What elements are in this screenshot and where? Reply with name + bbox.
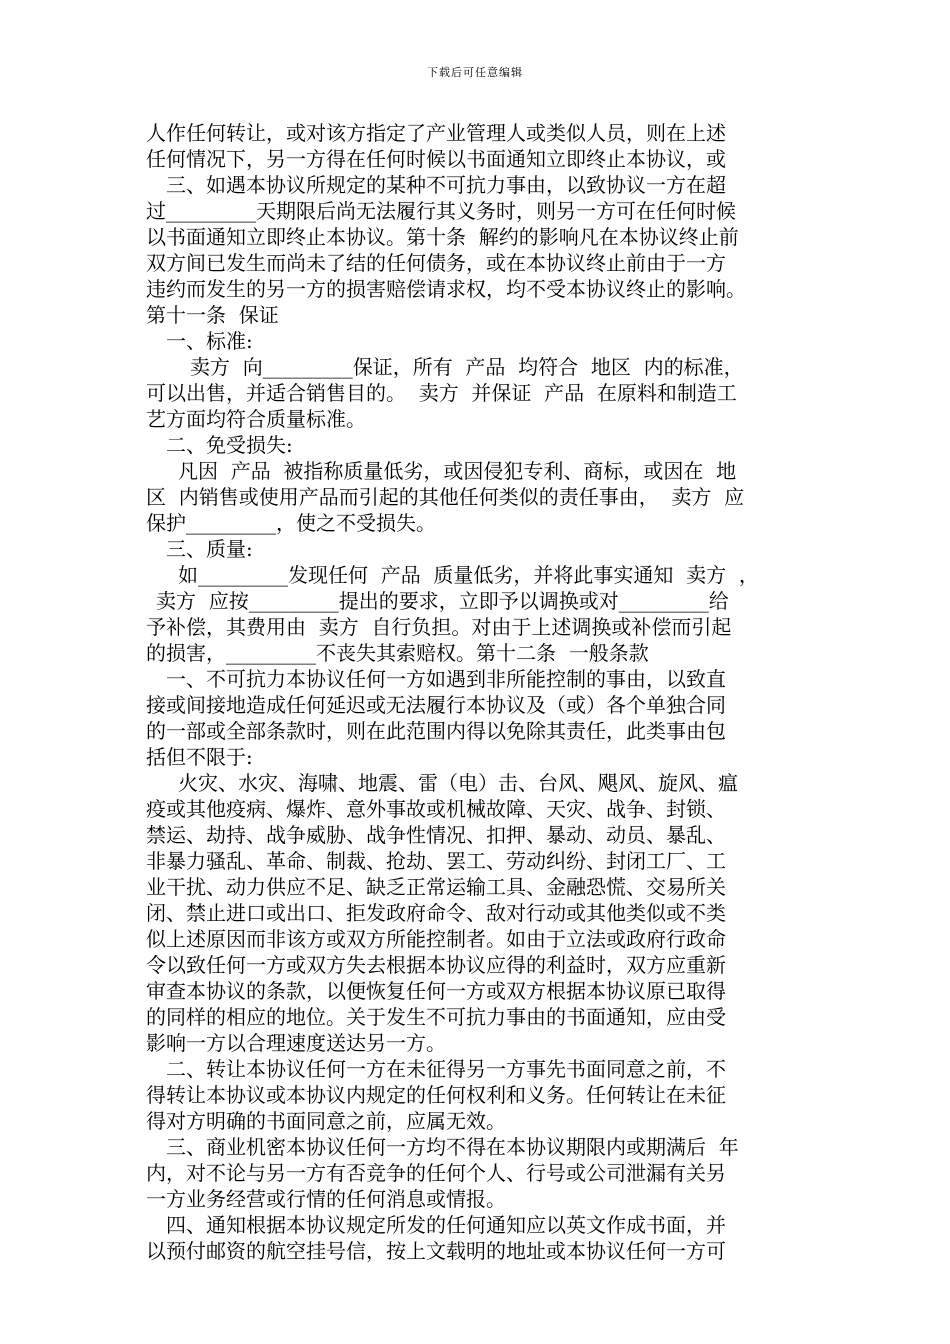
text-line: [146, 1082, 810, 1108]
text-line: [146, 120, 810, 146]
text-line: [146, 354, 810, 380]
text-line-content: 一、不可抗力本协议任何一方如遇到非所能控制的事由，以致直: [166, 667, 726, 691]
text-line: [146, 1186, 810, 1212]
text-line-content: 予补偿，其费用由 卖方 自行负担。对由于上述调换或补偿而引起: [146, 615, 732, 639]
text-line-content: 过_________天期限后尚无法履行其义务时，则另一方可在任何时候: [146, 199, 736, 223]
text-line: [146, 1212, 810, 1238]
text-line: [146, 406, 810, 432]
text-line: [146, 718, 810, 744]
text-line-content: 审查本协议的条款，以便恢复任何一方或双方根据本协议原已取得: [146, 979, 726, 1003]
text-line: [146, 874, 810, 900]
text-line-content: 二、转让本协议任何一方在未征得另一方事先书面同意之前，不: [166, 1057, 726, 1081]
page-header: 下载后可任意编辑: [427, 66, 523, 79]
text-line: [146, 1134, 810, 1160]
text-line-content: 闭、禁止进口或出口、拒发政府命令、敌对行动或其他类似或不类: [146, 901, 726, 925]
text-line: [146, 432, 810, 458]
text-line-content: 业干扰、动力供应不足、缺乏正常运输工具、金融恐慌、交易所关: [146, 875, 726, 899]
text-line-content: 括但不限于:: [146, 745, 253, 769]
text-line: [146, 146, 810, 172]
text-line-content: 保护_________，使之不受损失。: [146, 511, 436, 535]
text-line-content: 令以致任何一方或双方失去根据本协议应得的利益时，双方应重新: [146, 953, 726, 977]
text-line: [146, 952, 810, 978]
text-line: [146, 926, 810, 952]
text-line: [146, 224, 810, 250]
text-line-content: 人作任何转让，或对该方指定了产业管理人或类似人员，则在上述: [146, 121, 726, 145]
text-line-content: 得对方明确的书面同意之前，应属无效。: [146, 1109, 506, 1133]
text-line: [146, 640, 810, 666]
text-line-content: 二、免受损失:: [166, 433, 293, 457]
text-line-content: 艺方面均符合质量标准。: [146, 407, 366, 431]
text-line: [146, 562, 810, 588]
text-line-content: 卖方 应按_________提出的要求，立即予以调换或对_________给: [156, 589, 729, 613]
text-line-content: 如_________发现任何 产品 质量低劣，并将此事实通知 卖方 ，: [178, 563, 759, 587]
text-line-content: 非暴力骚乱、革命、制裁、抢劫、罢工、劳动纠纷、封闭工厂、工: [146, 849, 726, 873]
text-line: [146, 172, 810, 198]
text-line-content: 内，对不论与另一方有否竞争的任何个人、行号或公司泄漏有关另: [146, 1161, 726, 1185]
text-line-content: 区 内销售或使用产品而引起的其他任何类似的责任事由， 卖方 应: [146, 485, 745, 509]
text-line-content: 双方间已发生而尚未了结的任何债务，或在本协议终止前由于一方: [146, 251, 726, 275]
text-line-content: 卖方 向_________保证，所有 产品 均符合 地区 内的标准，: [190, 355, 744, 379]
text-line: [146, 692, 810, 718]
text-line: [146, 1004, 810, 1030]
text-line: [146, 770, 810, 796]
text-line: [146, 250, 810, 276]
text-line-content: 四、通知根据本协议规定所发的任何通知应以英文作成书面，并: [166, 1213, 726, 1237]
text-line: [146, 276, 810, 302]
text-line: [146, 1056, 810, 1082]
text-line: [146, 380, 810, 406]
text-line-content: 以书面通知立即终止本协议。第十条 解约的影响凡在本协议终止前: [146, 225, 739, 249]
text-line-content: 以预付邮资的航空挂号信，按上文载明的地址或本协议任何一方可: [146, 1239, 726, 1263]
text-line: [146, 1160, 810, 1186]
text-line-content: 影响一方以合理速度送达另一方。: [146, 1031, 446, 1055]
text-line: [146, 510, 810, 536]
text-line-content: 疫或其他疫病、爆炸、意外事故或机械故障、天灾、战争、封锁、: [146, 797, 726, 821]
text-line-content: 得转让本协议或本协议内规定的任何权利和义务。任何转让在未征: [146, 1083, 726, 1107]
text-line-content: 的同样的相应的地位。关于发生不可抗力事由的书面通知，应由受: [146, 1005, 726, 1029]
text-line-content: 的损害，_________不丧失其索赔权。第十二条 一般条款: [146, 641, 649, 665]
text-line-content: 火灾、水灾、海啸、地震、雷（电）击、台风、飓风、旋风、瘟: [178, 771, 738, 795]
text-line: [146, 1238, 810, 1264]
text-line-content: 一、标准:: [166, 329, 253, 353]
text-line: [146, 302, 810, 328]
text-line-content: 凡因 产品 被指称质量低劣，或因侵犯专利、商标，或因在 地: [178, 459, 737, 483]
text-line: [146, 484, 810, 510]
text-line: [146, 1030, 810, 1056]
text-line: [146, 978, 810, 1004]
text-line: [146, 744, 810, 770]
text-line-content: 可以出售，并适合销售目的。 卖方 并保证 产品 在原料和制造工: [146, 381, 737, 405]
document-body: [146, 120, 810, 1264]
text-line: [146, 822, 810, 848]
text-line: [146, 588, 810, 614]
text-line-content: 第十一条 保证: [146, 303, 279, 327]
text-line: [146, 328, 810, 354]
text-line-content: 违约而发生的另一方的损害赔偿请求权，均不受本协议终止的影响。: [146, 277, 746, 301]
text-line-content: 接或间接地造成任何延迟或无法履行本协议及（或）各个单独合同: [146, 693, 726, 717]
text-line: [146, 198, 810, 224]
text-line: [146, 614, 810, 640]
text-line: [146, 1108, 810, 1134]
text-line-content: 的一部或全部条款时，则在此范围内得以免除其责任，此类事由包: [146, 719, 726, 743]
text-line: [146, 796, 810, 822]
text-line-content: 禁运、劫持、战争威胁、战争性情况、扣押、暴动、动员、暴乱、: [146, 823, 726, 847]
text-line-content: 一方业务经营或行情的任何消息或情报。: [146, 1187, 506, 1211]
text-line: [146, 536, 810, 562]
text-line-content: 三、商业机密本协议任何一方均不得在本协议期限内或期满后 年: [166, 1135, 739, 1159]
text-line: [146, 848, 810, 874]
text-line-content: 任何情况下，另一方得在任何时候以书面通知立即终止本协议，或: [146, 147, 726, 171]
text-line-content: 似上述原因而非该方或双方所能控制者。如由于立法或政府行政命: [146, 927, 726, 951]
text-line: [146, 900, 810, 926]
text-line-content: 三、质量:: [166, 537, 253, 561]
text-line-content: 三、如遇本协议所规定的某种不可抗力事由，以致协议一方在超: [166, 173, 726, 197]
text-line: [146, 666, 810, 692]
text-line: [146, 458, 810, 484]
